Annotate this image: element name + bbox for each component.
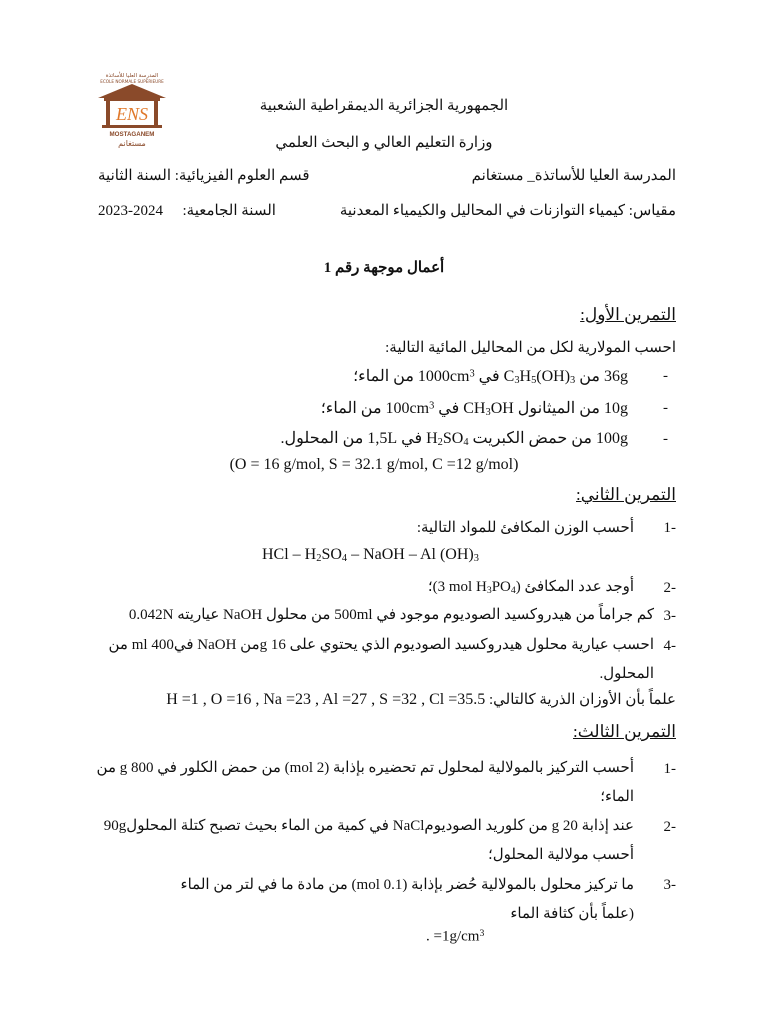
ministry-line: وزارة التعليم العالي و البحث العلمي: [275, 135, 493, 151]
exercise-2-note: علماً بأن الأوزان الذرية كالتالي: H =1 , O =16 , Na =23 , Al =27 , S =32 , Cl =35.5: [166, 691, 676, 708]
exercise-1-intro: احسب المولارية لكل من المحاليل المائية التالية:: [385, 340, 676, 356]
logo-initials: ENS: [115, 104, 149, 124]
logo-school-name: ECOLE NORMALE SUPERIEURE: [100, 79, 164, 84]
exercise-1-title: التمرين الأول:: [580, 305, 676, 324]
exercise-2-q1-number: 1-: [663, 520, 676, 536]
page-title: أعمال موجهة رقم 1: [323, 260, 445, 276]
department-line: قسم العلوم الفيزيائية: السنة الثانية: [98, 168, 310, 184]
academic-year: [98, 201, 276, 220]
exercise-1-item-2: 10g من الميثانول $CH_3OH$ في $100cm^3$ من الماء؛: [320, 400, 628, 419]
academic-year-label: السنة الجامعية:: [182, 203, 276, 219]
exercise-2-compounds: HCl – $H_2SO_4$ – NaOH – Al $(OH)_3$: [262, 546, 479, 565]
exercise-2-q1: أحسب الوزن المكافئ للمواد التالية:: [416, 520, 634, 536]
exercise-3-q1-line-1: أحسب التركيز بالمولالية لمحلول تم تحضيره بإذابة (2 mol) من حمض الكلور في 800 g من: [96, 760, 634, 776]
logo-city-ar: مستغانم: [118, 139, 146, 148]
module-line: مقياس: كيمياء التوازنات في المحاليل والكيمياء المعدنية: [339, 203, 676, 219]
exercise-2-q4-line-1: احسب عيارية محلول هيدروكسيد الصوديوم الذي يحتوي على 16 gمن NaOH في400 ml من: [108, 637, 654, 653]
exercise-1-item-3: 100g من حمض الكبريت $H_2SO_4$ في 1,5L من المحلول.: [280, 430, 628, 449]
academic-year-value: 2023-2024: [98, 203, 163, 219]
exercise-1-item-1: 36g من $C_3H_5(OH)_3$ في $1000cm^3$ من الماء؛: [353, 368, 628, 387]
republic-line: الجمهورية الجزائرية الديمقراطية الشعبية: [259, 98, 509, 114]
exercise-2-q3-number: 3-: [663, 608, 676, 624]
exercise-1-atomic-masses: (O = 16 g/mol, S = 32.1 g/mol, C =12 g/mol): [229, 456, 519, 473]
exercise-3-q2-line-2: أحسب مولالية المحلول؛: [487, 847, 634, 863]
exercise-2-q4-number: 4-: [663, 638, 676, 654]
logo-city: MOSTAGANEM: [109, 131, 155, 138]
exercise-2-q3: كم جراماً من هيدروكسيد الصوديوم موجود في 500ml من محلول NaOH عياريته 0.042N: [128, 607, 654, 623]
exercise-1-bullet-dash-2: -: [663, 400, 668, 416]
exercise-3-q2-number: 2-: [663, 819, 676, 835]
exercise-2-q2-number: 2-: [663, 580, 676, 596]
exercise-3-title: التمرين الثالث:: [573, 722, 676, 741]
exercise-3-q1-line-2: الماء؛: [600, 789, 634, 805]
exercise-3-q3-density: . $=1g/cm^3$: [426, 928, 485, 945]
exercise-3-q3-line-2: (علماً بأن كثافة الماء: [510, 906, 634, 922]
school-line: المدرسة العليا للأساتذة_ مستغانم: [471, 168, 676, 184]
exercise-3-q3-line-1: ما تركيز محلول بالمولالية حُضر بإذابة (0.1 mol) من مادة ما في لتر من الماء: [180, 877, 634, 893]
exercise-3-q2-line-1: عند إذابة 20 g من كلوريد الصوديومNaCl في كمية من الماء بحيث تصبح كتلة المحلول90g: [103, 818, 634, 834]
exercise-2-q2: أوجد عدد المكافئ (3 mol $H_3PO_4)؛$: [427, 579, 634, 596]
logo-top-text: المدرسة العليا للأساتذة: [105, 73, 159, 79]
exercise-1-bullet-dash-3: -: [663, 431, 668, 447]
exercise-1-bullet-dash: -: [663, 368, 668, 384]
exercise-2-q4-line-2: المحلول.: [599, 666, 654, 682]
exercise-2-title: التمرين الثاني:: [576, 485, 676, 504]
exercise-3-q3-number: 3-: [663, 877, 676, 893]
exercise-3-q1-number: 1-: [663, 761, 676, 777]
